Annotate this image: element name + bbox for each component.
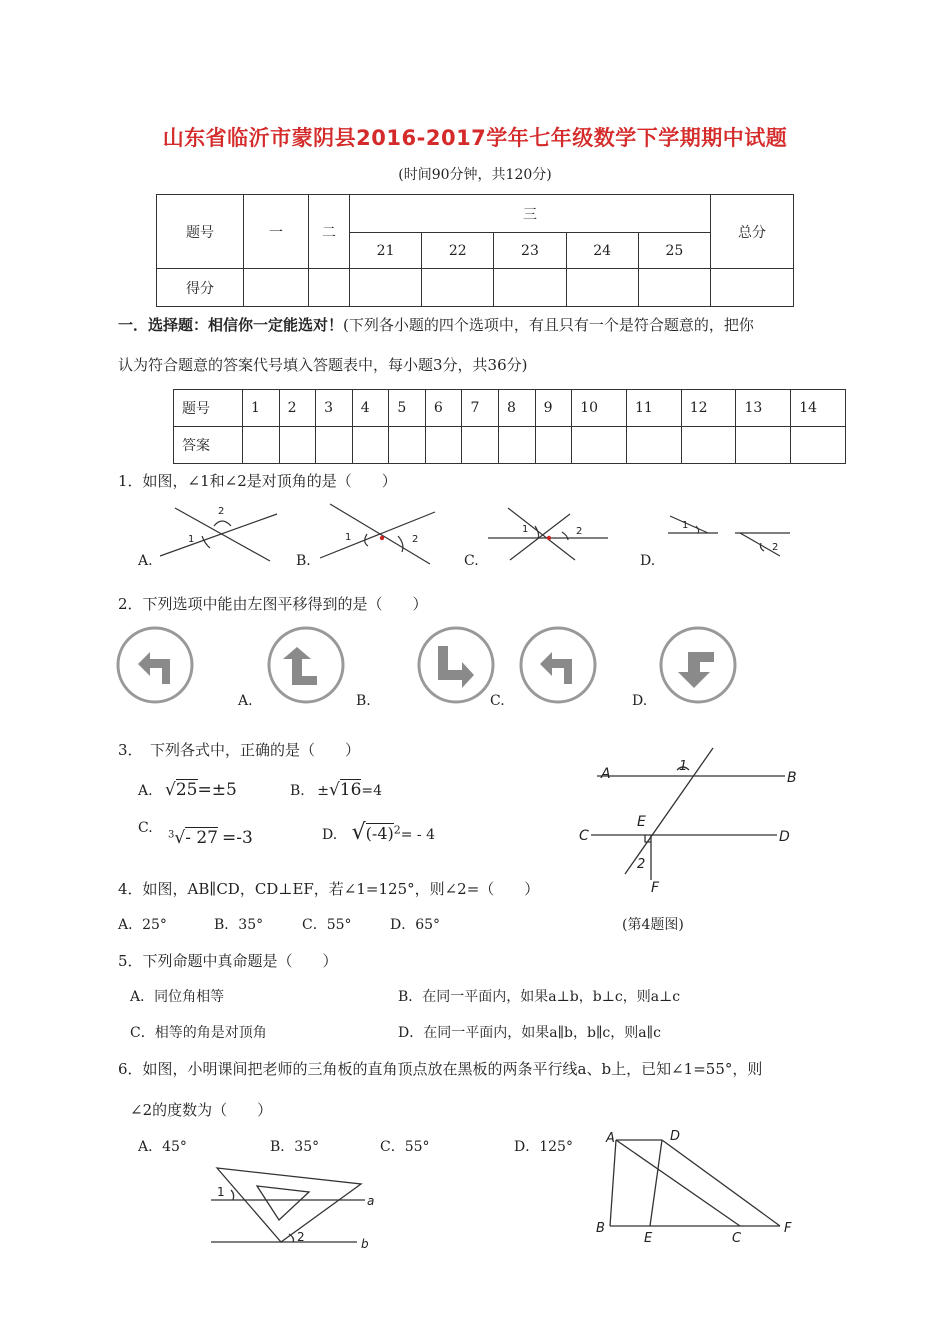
score-sub-25: 25 (638, 233, 710, 269)
fig7-label-a: A (606, 1131, 615, 1146)
q4-label-a: A (601, 766, 611, 782)
answer-number: 12 (681, 390, 736, 427)
answer-number: 4 (352, 390, 389, 427)
fig7-label-c: C (732, 1231, 742, 1246)
q3-stem: 3． 下列各式中，正确的是（ ） (118, 741, 361, 759)
score-cell[interactable] (422, 269, 494, 307)
q6-label-1: 1 (217, 1185, 225, 1199)
q6-figure (205, 1162, 390, 1257)
answer-cell[interactable] (243, 427, 280, 464)
section1-heading: 一．选择题：相信你一定能选对！ (118, 316, 344, 334)
answer-number: 7 (462, 390, 499, 427)
sqrt-icon: √ (328, 780, 340, 800)
q4-label-b: B (787, 770, 797, 786)
score-label-number: 题号 (157, 195, 244, 269)
q3-option-c[interactable] (138, 820, 153, 836)
answer-number: 1 (243, 390, 280, 427)
q3-option-c-index: 3 (168, 829, 175, 841)
q4-option-c[interactable]: C．55° (302, 917, 352, 933)
score-cell[interactable] (494, 269, 566, 307)
q6-label-a: a (367, 1194, 375, 1208)
q1-option-c[interactable]: C. (464, 553, 479, 569)
angle1-arc (231, 1190, 234, 1200)
line-ab (610, 1140, 616, 1226)
score-sub-22: 22 (422, 233, 494, 269)
q5-option-c[interactable]: C．相等的角是对顶角 (130, 1025, 267, 1041)
q1c-label-2: 2 (576, 526, 583, 537)
q6-option-c[interactable]: C．55° (380, 1139, 430, 1155)
answer-number: 6 (425, 390, 462, 427)
q3-option-b-pre: ± (317, 783, 329, 799)
q3-option-c-label: C. (138, 820, 153, 836)
q5-option-b[interactable]: B．在同一平面内，如果a⊥b，b⊥c，则a⊥c (398, 989, 681, 1005)
section1-heading-line (118, 314, 754, 335)
answer-cell[interactable] (316, 427, 353, 464)
q6-stem-2: ∠2的度数为（ ） (130, 1101, 273, 1119)
answer-cell[interactable] (352, 427, 389, 464)
transversal (625, 748, 713, 874)
score-sub-24: 24 (566, 233, 638, 269)
score-label-score: 得分 (157, 269, 244, 307)
answer-number: 9 (535, 390, 572, 427)
answer-cell[interactable] (389, 427, 426, 464)
score-cell[interactable] (638, 269, 710, 307)
answer-label-number: 题号 (174, 390, 243, 427)
score-total: 总分 (711, 195, 794, 269)
q3-option-c-rest: =-3 (222, 828, 253, 848)
q6-stem-1: 6．如图，小明课间把老师的三角板的直角顶点放在黑板的两条平行线a、b上，已知∠1=55°，则 (118, 1060, 763, 1078)
q1-option-d[interactable]: D. (640, 553, 656, 569)
q3-option-a[interactable] (138, 780, 237, 800)
answer-cell[interactable] (572, 427, 627, 464)
score-sub-21: 21 (350, 233, 422, 269)
fig7-label-b: B (596, 1221, 605, 1236)
q6-option-a[interactable]: A．45° (138, 1139, 187, 1155)
answer-number: 11 (626, 390, 681, 427)
fig7-label-e: E (644, 1231, 653, 1246)
q3-option-b-label: B. (290, 783, 305, 799)
q4-label-f: F (651, 880, 660, 896)
q3-option-a-rest: =±5 (197, 780, 237, 800)
answer-table (173, 389, 846, 464)
q2-stem: 2．下列选项中能由左图平移得到的是（ ） (118, 595, 428, 613)
answer-number: 3 (316, 390, 353, 427)
score-cell[interactable] (244, 269, 309, 307)
fig7-label-f: F (784, 1221, 792, 1236)
q4-label-1: 1 (679, 759, 688, 774)
answer-cell[interactable] (462, 427, 499, 464)
q3-option-b-radicand: 16 (339, 780, 362, 800)
q4-label-d: D (779, 829, 790, 845)
q1c-vertex (547, 536, 551, 540)
q3-option-a-radicand: 25 (175, 780, 198, 800)
q6-label-b: b (361, 1237, 369, 1251)
q4-stem: 4．如图，AB∥CD，CD⊥EF，若∠1=125°，则∠2=（ ） (118, 880, 540, 898)
q2-figures (110, 622, 750, 712)
q5-option-d[interactable]: D．在同一平面内，如果a∥b，b∥c，则a∥c (398, 1025, 661, 1041)
q2-option-d[interactable]: D. (632, 693, 648, 709)
q1c-label-1: 1 (522, 524, 529, 535)
score-table (156, 194, 794, 307)
answer-number: 8 (499, 390, 536, 427)
q1-stem: 1．如图，∠1和∠2是对顶角的是（ ） (118, 472, 397, 490)
sqrt-icon: √ (165, 780, 176, 800)
section1-instruction-1: (下列各小题的四个选项中，有且只有一个是符合题意的，把你 (343, 316, 754, 334)
q5-option-a[interactable]: A．同位角相等 (130, 989, 225, 1005)
q4-option-a[interactable]: A．25° (118, 917, 167, 933)
q1d-line (670, 516, 708, 533)
q3-option-d-radicand: (-4) (365, 824, 394, 843)
q3-option-d[interactable] (322, 820, 435, 845)
q3-option-a-label: A. (138, 783, 153, 799)
triangle-ruler-inner (257, 1186, 309, 1220)
q1d-label-1: 1 (682, 520, 689, 531)
q1c-line (510, 514, 570, 560)
q1a-arc (214, 521, 231, 526)
score-col-1: 一 (244, 195, 309, 269)
answer-number: 14 (791, 390, 846, 427)
q1-option-a[interactable]: A. (138, 553, 153, 569)
score-cell[interactable] (309, 269, 350, 307)
answer-number: 2 (279, 390, 316, 427)
q1b-label-2: 2 (412, 534, 419, 545)
score-sub-23: 23 (494, 233, 566, 269)
score-col-3: 三 (350, 195, 711, 233)
q1b-vertex (380, 536, 384, 540)
q1a-label-1: 1 (188, 534, 195, 545)
q6-label-2: 2 (297, 1230, 305, 1244)
section1-instruction-2: 认为符合题意的答案代号填入答题表中，每小题3分，共36分) (118, 356, 528, 374)
q1a-label-2: 2 (218, 506, 225, 517)
q1b-arc (398, 536, 403, 552)
line-de (650, 1140, 662, 1226)
q1d-label-2: 2 (772, 542, 779, 553)
q2-option-b[interactable]: B. (356, 693, 371, 709)
q2-option-c[interactable]: C. (490, 693, 505, 709)
answer-cell[interactable] (535, 427, 572, 464)
answer-cell[interactable] (681, 427, 736, 464)
q1c-arc (562, 532, 568, 540)
q1d-arc (696, 526, 699, 533)
q5-stem: 5．下列命题中真命题是（ ） (118, 952, 338, 970)
score-cell[interactable] (566, 269, 638, 307)
score-cell[interactable] (711, 269, 794, 307)
answer-cell[interactable] (626, 427, 681, 464)
q6-option-d[interactable]: D．125° (514, 1139, 573, 1155)
q4-label-e: E (637, 814, 646, 830)
q2-sign-b (419, 628, 493, 702)
sqrt-icon: √ (351, 820, 366, 845)
q4-option-b[interactable]: B．35° (214, 917, 264, 933)
fig7-label-d: D (670, 1129, 681, 1144)
answer-number: 5 (389, 390, 426, 427)
answer-label-answer: 答案 (174, 427, 243, 464)
answer-cell[interactable] (425, 427, 462, 464)
q4-label-c: C (579, 828, 589, 844)
answer-cell[interactable] (499, 427, 536, 464)
q3-option-c-expr (168, 828, 253, 848)
q3-option-d-exp: 2 (393, 823, 401, 837)
answer-cell[interactable] (736, 427, 791, 464)
triangle-ruler-outer (217, 1168, 361, 1242)
q2-option-a[interactable]: A. (238, 693, 253, 709)
q4-label-2: 2 (637, 857, 646, 872)
q1a-arc (202, 536, 210, 548)
q6-option-b[interactable]: B．35° (270, 1139, 320, 1155)
exam-info: (时间90分钟，共120分) (398, 167, 552, 183)
q1-figures (130, 496, 830, 576)
answer-cell[interactable] (279, 427, 316, 464)
q2-sign-a (269, 628, 343, 702)
q3-option-c-radicand: - 27 (185, 828, 218, 848)
q1-option-b[interactable]: B. (296, 553, 311, 569)
q1c-arc (535, 526, 539, 538)
q1a-line (160, 514, 277, 556)
q3-option-b-rest: =4 (361, 783, 383, 799)
q3-option-d-rest: = - 4 (400, 827, 436, 843)
q3-option-b[interactable] (290, 780, 382, 800)
q4-figure (575, 740, 815, 900)
q4-option-d[interactable]: D．65° (390, 917, 441, 933)
q3-option-d-label: D. (322, 827, 338, 843)
cbrt-icon: √ (174, 828, 186, 848)
answer-number: 13 (736, 390, 791, 427)
answer-cell[interactable] (791, 427, 846, 464)
q4-caption: (第4题图) (622, 917, 684, 933)
answer-number: 10 (572, 390, 627, 427)
score-col-2: 二 (309, 195, 350, 269)
q1b-label-1: 1 (345, 532, 352, 543)
page-title: 山东省临沂市蒙阴县2016-2017学年七年级数学下学期期中试题 (162, 126, 788, 150)
score-cell[interactable] (350, 269, 422, 307)
fig7 (590, 1124, 805, 1249)
angle2-arc (289, 1234, 294, 1242)
